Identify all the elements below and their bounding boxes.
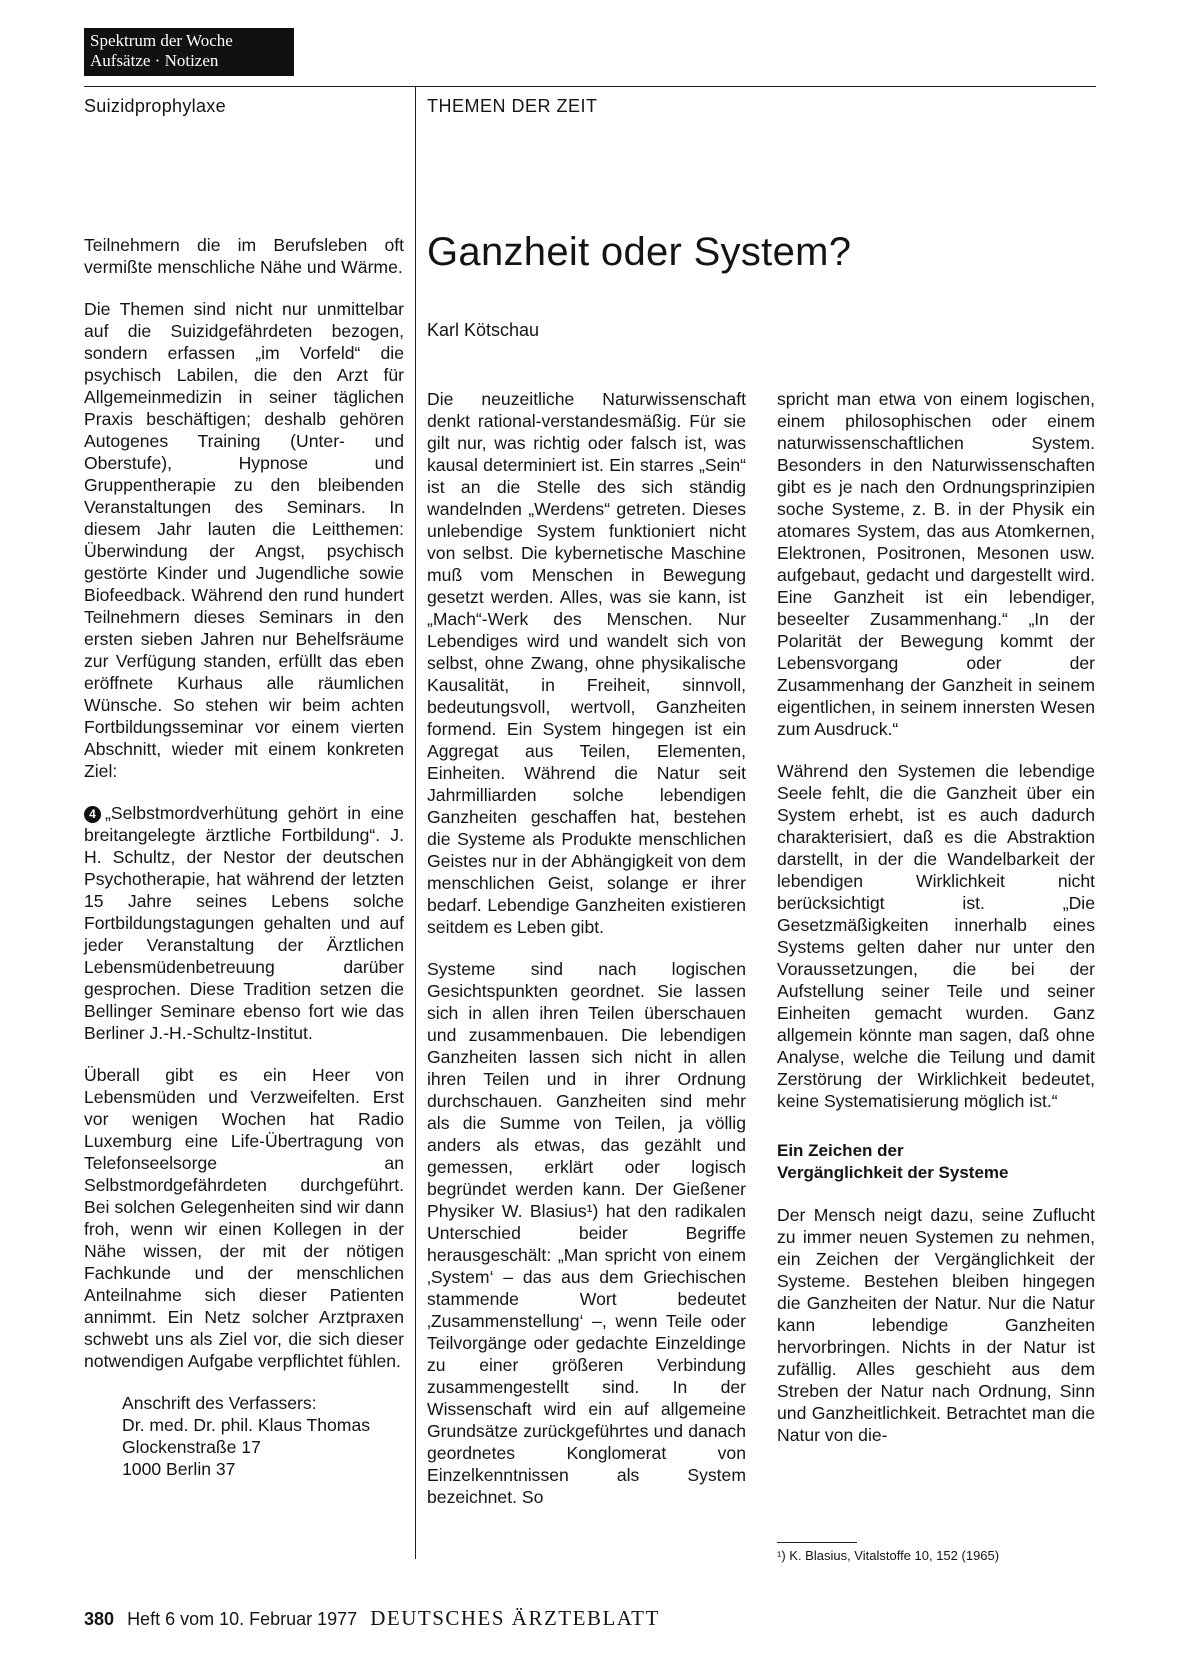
left-paragraph-3 <box>84 802 404 1044</box>
masthead-line-1: Spektrum der Woche <box>90 31 233 50</box>
masthead <box>84 28 294 76</box>
left-paragraph-4: Überall gibt es ein Heer von Lebensmüden und Verzweifelten. Erst vor wenigen Wochen hat Radio Luxemburg eine Life-Übertragung von Telefonseelsorge an Selbstmordgefährdeten durchgeführt. Bei solchen Gelegenheiten sind wir dann froh, wenn wir einen Kollegen in der Nähe wissen, der mit der nötigen Fachkunde und der menschlichen Anteilnahme sich dieser Patienten annimmt. Ein Netz solcher Arztpraxen schwebt uns als Ziel vor, die sich dieser notwendigen Aufgabe verpflichtet fühlen. <box>84 1065 404 1371</box>
header-rule <box>84 86 1096 87</box>
footnote-rule <box>777 1542 857 1543</box>
footnote: ¹) K. Blasius, Vitalstoffe 10, 152 (1965) <box>777 1548 1000 1563</box>
middle-paragraph-2: Systeme sind nach logischen Gesichtspunkten geordnet. Sie lassen sich in allen ihren Teilen überschauen und zusammenbauen. Die lebendigen Ganzheiten lassen sich nicht in allen ihren Teilen und in ihrer Ordnung durchschauen. Ganzheiten sind mehr als die Summe von Teilen, ja völlig anders als etwas, das gezählt und gemessen, erklärt oder logisch begründet werden kann. Der Gießener Physiker W. Blasius¹) hat den radikalen Unterschied beider Begriffe herausgeschält: „Man spricht von einem ‚System‘ – das aus dem Griechischen stammende Wort bedeutet ‚Zusammenstellung‘ –, wenn Teile oder Teilvorgänge oder gedachte Einzeldinge zu einer größeren Verbindung zusammengestellt sind. In der Wissenschaft wird ein auf allgemeine Grundsätze zurückgeführtes und danach geordnetes Konglomerat von Einzelkenntnissen als System bezeichnet. So <box>427 959 746 1507</box>
address-line-3: 1000 Berlin 37 <box>122 1459 236 1479</box>
left-paragraph-2: Die Themen sind nicht nur unmittelbar auf die Suizidgefährdeten bezogen, sondern erfassen „im Vorfeld“ die psychisch Labilen, die den Arzt für Allgemeinmedizin in seiner täglichen Praxis beschäftigen; deshalb gehören Autogenes Training (Unter- und Oberstufe), Hypnose und Gruppentherapie zu den bleibenden Veranstaltungen des Seminars. In diesem Jahr lauten die Leitthemen: Überwindung der Angst, psychisch gestörte Kinder und Jugendliche sowie Biofeedback. Während den rund hundert Teilnehmern dieses Seminars in den ersten sieben Jahren nur Behelfsräume zur Verfügung standen, erfüllt das eben eröffnete Kurhaus alle räumlichen Wünsche. So stehen wir beim achten Fortbildungsseminar vor einem vierten Abschnitt, wieder mit einem konkreten Ziel: <box>84 299 404 781</box>
subheading <box>777 1140 1095 1184</box>
right-paragraph-2: Während den Systemen die lebendige Seele fehlt, die die Ganzheit über ein System erhebt, ist es auch dadurch charakterisiert, daß es die Abstraktion darstellt, in der die Wandelbarkeit der lebendigen Wirklichkeit nicht berücksichtigt ist. „Die Gesetzmäßigkeiten innerhalb eines Systems gelten daher nur unter den Voraussetzungen, die bei der Aufstellung seiner Teile und seiner Einheiten gemacht wurden. Ganz allgemein könnte man sagen, daß ohne Analyse, welche die Teilung und damit Zerstörung der Wirklichkeit bedeutet, keine Systematisierung möglich ist.“ <box>777 761 1095 1111</box>
right-column <box>777 388 1095 1466</box>
article-author: Karl Kötschau <box>427 320 540 340</box>
article-title: Ganzheit oder System? <box>427 230 852 274</box>
column-divider <box>415 86 416 1559</box>
journal-name: DEUTSCHES ÄRZTEBLATT <box>370 1606 660 1630</box>
number-badge: 4 <box>84 806 101 823</box>
left-paragraph-1: Teilnehmern die im Berufsleben oft vermißte menschliche Nähe und Wärme. <box>84 235 404 277</box>
middle-paragraph-1: Die neuzeitliche Naturwissenschaft denkt rational-verstandesmäßig. Für sie gilt nur, was richtig oder falsch ist, was kausal determiniert ist. Ein starres „Sein“ ist an die Stelle des sich ständig wandelnden „Werdens“ getreten. Dieses unlebendige System funktioniert nicht von selbst. Die kybernetische Maschine muß vom Menschen in Bewegung gesetzt werden. Alles, was sie kann, ist „Mach“-Werk des Menschen. Nur Lebendiges wird und wandelt sich von selbst, ohne Zwang, ohne physikalische Kausalität, in Freiheit, sinnvoll, bedeutungsvoll, wertvoll, Ganzheiten formend. Ein System hingegen ist ein Aggregat aus Teilen, Elementen, Einheiten. Während die Natur seit Jahrmilliarden solche lebendigen Ganzheiten geschaffen hat, bestehen die Systeme als Produkte menschlichen Geistes nur in der Abhängigkeit von dem menschlichen Geist, solange er ihrer bedarf. Lebendige Ganzheiten existieren seitdem es Leben gibt. <box>427 389 746 937</box>
issue-info: Heft 6 vom 10. Februar 1977 <box>127 1609 358 1629</box>
subheading-line-1: Ein Zeichen der <box>777 1141 904 1160</box>
middle-column <box>427 388 746 1528</box>
masthead-line-2: Aufsätze · Notizen <box>90 51 219 70</box>
page-footer <box>84 1606 660 1631</box>
left-column <box>84 234 404 1480</box>
section-label-left: Suizidprophylaxe <box>84 96 226 116</box>
author-address <box>122 1392 404 1480</box>
left-paragraph-3-text: „Selbstmordverhütung gehört in eine breitangelegte ärztliche Fortbildung“. J. H. Schultz, der Nestor der deutschen Psychotherapie, hat während der letzten 15 Jahre seines Lebens solche Fortbildungstagungen gehalten und auf jeder Veranstaltung der Ärztlichen Lebensmüdenbetreuung darüber gesprochen. Diese Tradition setzen die Bellinger Seminare ebenso fort wie das Berliner J.-H.-Schultz-Institut. <box>84 803 404 1043</box>
address-line-1: Dr. med. Dr. phil. Klaus Thomas <box>122 1415 371 1435</box>
page-number: 380 <box>84 1609 115 1629</box>
right-paragraph-3: Der Mensch neigt dazu, seine Zuflucht zu immer neuen Systemen zu nehmen, ein Zeichen der Vergänglichkeit der Systeme. Bestehen bleiben hingegen die Ganzheiten der Natur. Nur die Natur kann lebendige Ganzheiten hervorbringen. Nichts in der Natur ist zufällig. Alles geschieht aus dem Streben der Natur nach Ordnung, Sinn und Ganzheitlichkeit. Betrachtet man die Natur von die- <box>777 1205 1095 1445</box>
subheading-line-2: Vergänglichkeit der Systeme <box>777 1163 1009 1182</box>
right-paragraph-1: spricht man etwa von einem logischen, einem philosophischen oder einem naturwissenschaftlichen System. Besonders in den Naturwissenschaften gibt es je nach den Ordnungsprinzipien soche Systeme, z. B. in der Physik ein atomares System, das aus Atomkernen, Elektronen, Positronen, Mesonen usw. aufgebaut, gedacht und dargestellt wird. Eine Ganzheit ist ein lebendiger, beseelter Zusammenhang.“ „In der Polarität der Bewegung kommt der Lebensvorgang oder der Zusammenhang der Ganzheit in seinem eigentlichen, in seinem innersten Wesen zum Ausdruck.“ <box>777 389 1095 739</box>
address-label: Anschrift des Verfassers: <box>122 1393 317 1413</box>
section-label-right: THEMEN DER ZEIT <box>427 96 598 116</box>
address-line-2: Glockenstraße 17 <box>122 1437 261 1457</box>
